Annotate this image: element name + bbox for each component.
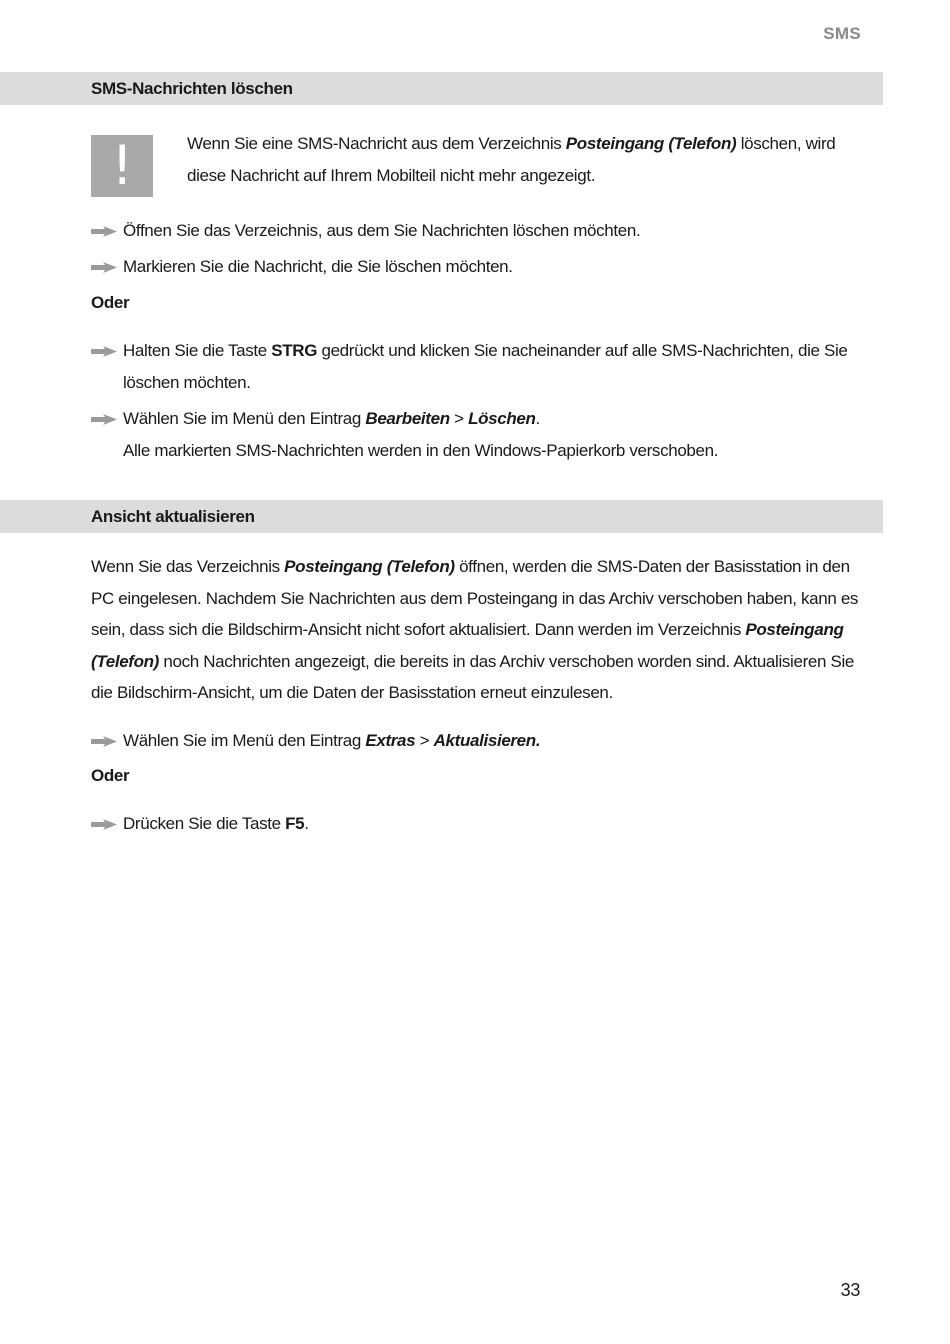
running-header: SMS xyxy=(823,24,861,43)
step-item: Öffnen Sie das Verzeichnis, aus dem Sie Nachrichten löschen möchten. xyxy=(91,215,871,247)
menu-term: Löschen xyxy=(468,409,536,428)
section-heading-refresh: Ansicht aktualisieren xyxy=(0,500,883,533)
double-arrow-icon xyxy=(91,335,119,367)
warning-note: Wenn Sie eine SMS-Nachricht aus dem Verzeichnis Posteingang (Telefon) löschen, wird diese Nachricht auf Ihrem Mobilteil nicht mehr angezeigt. xyxy=(187,134,836,185)
section-heading-delete: SMS-Nachrichten löschen xyxy=(0,72,883,105)
ui-term: Posteingang (Telefon) xyxy=(284,557,455,576)
ui-term: Posteingang (Telefon) xyxy=(565,134,737,153)
step-item: Wählen Sie im Menü den Eintrag Bearbeiten > Löschen. Alle markierten SMS-Nachrichten werden in den Windows-Papierkorb verschoben. xyxy=(91,403,871,467)
page-number: 33 xyxy=(840,1280,860,1300)
double-arrow-icon xyxy=(91,725,119,757)
menu-term: Aktualisieren. xyxy=(433,731,541,750)
key-name: STRG xyxy=(271,341,318,360)
ui-term: Posteingang (Telefon) xyxy=(91,620,844,671)
key-name: F5 xyxy=(285,814,305,833)
step-item: Halten Sie die Taste STRG gedrückt und klicken Sie nacheinander auf alle SMS-Nachrichten, die Sie löschen möchten. xyxy=(91,335,871,399)
double-arrow-icon xyxy=(91,215,119,247)
menu-term: Extras xyxy=(365,731,416,750)
double-arrow-icon xyxy=(91,251,119,283)
or-label: Oder xyxy=(91,766,130,785)
double-arrow-icon xyxy=(91,808,119,840)
double-arrow-icon xyxy=(91,403,119,435)
exclamation-icon: ! xyxy=(91,135,153,197)
step-item: Wählen Sie im Menü den Eintrag Extras > Aktualisieren. xyxy=(91,725,871,757)
step-item: Markieren Sie die Nachricht, die Sie löschen möchten. xyxy=(91,251,871,283)
menu-term: Bearbeiten xyxy=(365,409,450,428)
or-label: Oder xyxy=(91,293,130,312)
step-item: Drücken Sie die Taste F5. xyxy=(91,808,871,840)
body-paragraph: Wenn Sie das Verzeichnis Posteingang (Telefon) öffnen, werden die SMS-Daten der Basisstation in den PC eingelesen. Nachdem Sie Nachrichten aus dem Posteingang in das Archiv verschoben haben, kann es sein, dass sich die Bildschirm-Ansicht nicht sofort aktualisiert. Dann werden im Verzeichnis Posteingang (Telefon) noch Nachrichten angezeigt, die bereits in das Archiv verschoben worden sind. Aktualisieren Sie die Bildschirm-Ansicht, um die Daten der Basisstation erneut einzulesen. xyxy=(91,557,859,702)
step-result: Alle markierten SMS-Nachrichten werden in den Windows-Papierkorb verschoben. xyxy=(123,441,719,460)
